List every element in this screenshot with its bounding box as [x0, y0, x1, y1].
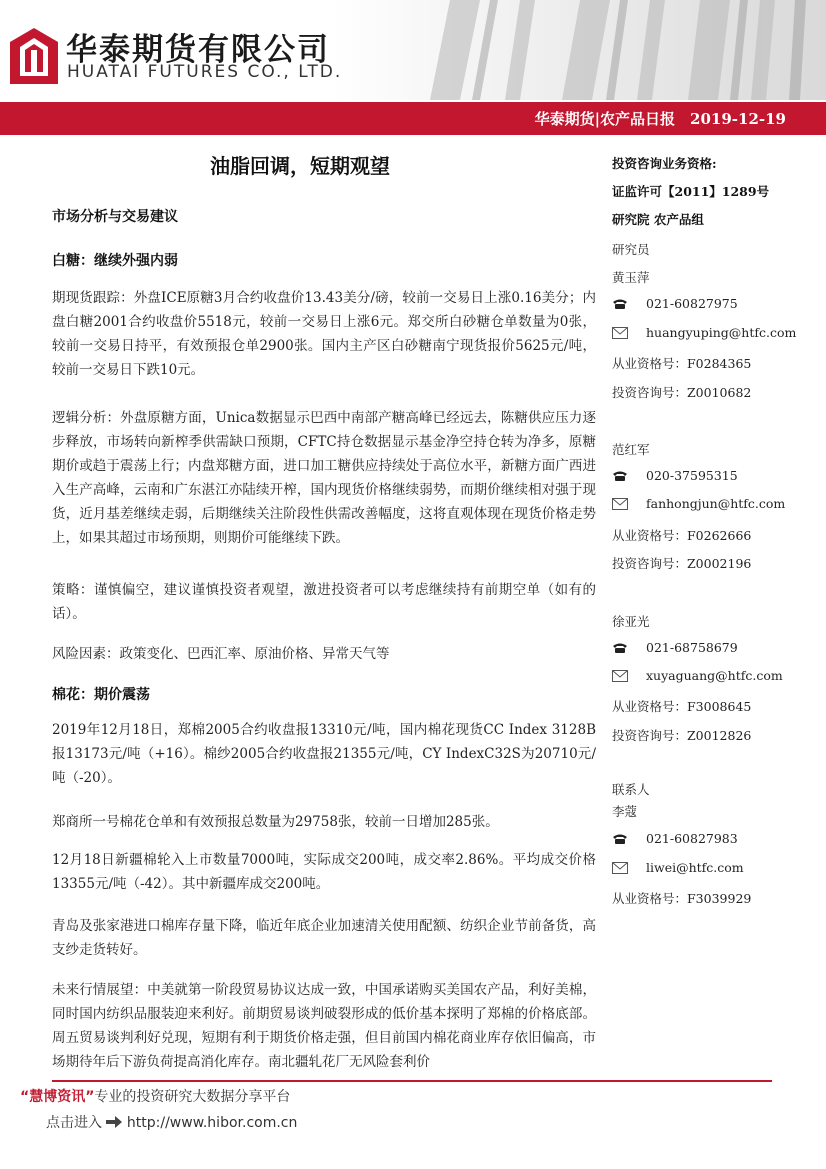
researcher-consult: 投资咨询号：Z0012826	[612, 728, 752, 743]
contact-email[interactable]: liwei@htfc.com	[646, 860, 744, 875]
footer-brand: “慧博资讯”	[20, 1089, 95, 1105]
footer-tagline-text: 专业的投资研究大数据分享平台	[94, 1089, 291, 1105]
company-name-cn: 华泰期货有限公司	[66, 32, 330, 68]
contact-name: 李蔻	[612, 804, 638, 819]
researcher-name: 黄玉萍	[612, 270, 650, 285]
cotton-paragraph: 12月18日新疆棉轮入上市数量7000吨，实际成交200吨，成交率2.86%。平均成交价格13355元/吨（-42）。其中新疆库成交200吨。	[52, 852, 596, 892]
email-icon	[612, 327, 628, 339]
researcher-email[interactable]: fanhongjun@htfc.com	[646, 496, 786, 511]
researcher-name: 范红军	[612, 442, 650, 457]
section-heading: 市场分析与交易建议	[52, 209, 178, 225]
contact-cert: 从业资格号：F3039929	[612, 891, 752, 906]
cotton-heading: 棉花：期价震荡	[52, 687, 150, 703]
header-decoration	[330, 0, 826, 100]
page-title: 油脂回调，短期观望	[210, 154, 390, 178]
researcher-email[interactable]: huangyuping@htfc.com	[646, 325, 797, 340]
footer-tagline	[20, 1086, 290, 1106]
sugar-paragraph: 风险因素：政策变化、巴西汇率、原油价格、异常天气等	[52, 646, 390, 662]
researcher-name: 徐亚光	[612, 614, 650, 629]
email-icon	[612, 670, 628, 682]
phone-icon	[612, 298, 628, 310]
cotton-paragraph: 青岛及张家港进口棉库存量下降，临近年底企业加速清关使用配额、纺织企业节前备货，高支纱走货转好。	[52, 918, 596, 958]
research-group: 研究院 农产品组	[612, 212, 704, 227]
footer-click-label: 点击进入	[46, 1115, 102, 1131]
researcher-consult: 投资咨询号：Z0002196	[612, 556, 752, 571]
sugar-paragraph: 期现货跟踪：外盘ICE原糖3月合约收盘价13.43美分/磅，较前一交易日上涨0.16美分；内盘白糖2001合约收盘价5518元，较前一交易日上涨6元。郑交所白砂糖仓单数量为0张，较前一交易日持平，有效预报仓单2900张。国内主产区白砂糖南宁现货报价5625元/吨，较前一交易日下跌10元。	[52, 290, 596, 378]
phone-icon	[612, 833, 628, 845]
researcher-label: 研究员	[612, 242, 650, 257]
company-name-en: HUATAI FUTURES CO., LTD.	[67, 62, 343, 82]
cotton-paragraph: 郑商所一号棉花仓单和有效预报总数量为29758张，较前一日增加285张。	[52, 814, 499, 830]
contact-phone: 021-60827983	[646, 831, 738, 846]
sugar-heading: 白糖：继续外强内弱	[52, 253, 178, 269]
footer-url-link[interactable]: http://www.hibor.com.cn	[126, 1115, 298, 1131]
sugar-paragraph: 策略：谨慎偏空，建议谨慎投资者观望，激进投资者可以考虑继续持有前期空单（如有的话）。	[52, 582, 596, 622]
email-icon	[612, 862, 628, 874]
report-title-date: 华泰期货|农产品日报 2019-12-19	[534, 110, 786, 128]
researcher-phone: 021-60827975	[646, 296, 738, 311]
huatai-logo-icon	[10, 28, 58, 84]
researcher-phone: 020-37595315	[646, 468, 738, 483]
sugar-paragraph: 逻辑分析：外盘原糖方面，Unica数据显示巴西中南部产糖高峰已经远去，陈糖供应压力逐步释放，市场转向新榨季供需缺口预期，CFTC持仓数据显示基金净空持仓转为净多，原糖期价或趋于震荡上行；内盘郑糖方面，进口加工糖供应持续处于高位水平，新糖方面广西进入生产高峰，云南和广东湛江亦陆续开榨，国内现货价格继续弱势，而期价继续相对强于现货，近月基差继续走弱，后期继续关注阶段性供需改善幅度，这将直观体现在现货价格走势上，如果其超过市场预期，则期价可能继续下跌。	[52, 410, 596, 546]
qualification-title: 投资咨询业务资格:	[612, 156, 717, 171]
pointer-arrow-icon	[106, 1115, 122, 1129]
researcher-cert: 从业资格号：F0284365	[612, 356, 752, 371]
email-icon	[612, 498, 628, 510]
cotton-paragraph: 2019年12月18日，郑棉2005合约收盘报13310元/吨，国内棉花现货CC Index 3128B报13173元/吨（+16）。棉纱2005合约收盘报21355元/吨，CY IndexC32S为20710元/吨（-20）。	[52, 722, 596, 786]
header-band	[0, 0, 826, 100]
researcher-cert: 从业资格号：F0262666	[612, 528, 752, 543]
researcher-email[interactable]: xuyaguang@htfc.com	[646, 668, 783, 683]
phone-icon	[612, 642, 628, 654]
contact-label: 联系人	[612, 782, 650, 797]
researcher-consult: 投资咨询号：Z0010682	[612, 385, 752, 400]
footer-link-row	[46, 1112, 297, 1132]
footer-divider	[52, 1080, 772, 1082]
license-number: 证监许可【2011】1289号	[612, 184, 770, 199]
researcher-phone: 021-68758679	[646, 640, 738, 655]
cotton-paragraph: 未来行情展望：中美就第一阶段贸易协议达成一致，中国承诺购买美国农产品，利好美棉，同时国内纺织品服装迎来利好。前期贸易谈判破裂形成的低价基本探明了郑棉的价格底部。周五贸易谈判利好兑现，短期有利于期货价格走强，但目前国内棉花商业库存依旧偏高，市场期待年后下游负荷提高消化库存。南北疆轧花厂无风险套利价	[52, 982, 596, 1070]
phone-icon	[612, 470, 628, 482]
researcher-cert: 从业资格号：F3008645	[612, 699, 752, 714]
